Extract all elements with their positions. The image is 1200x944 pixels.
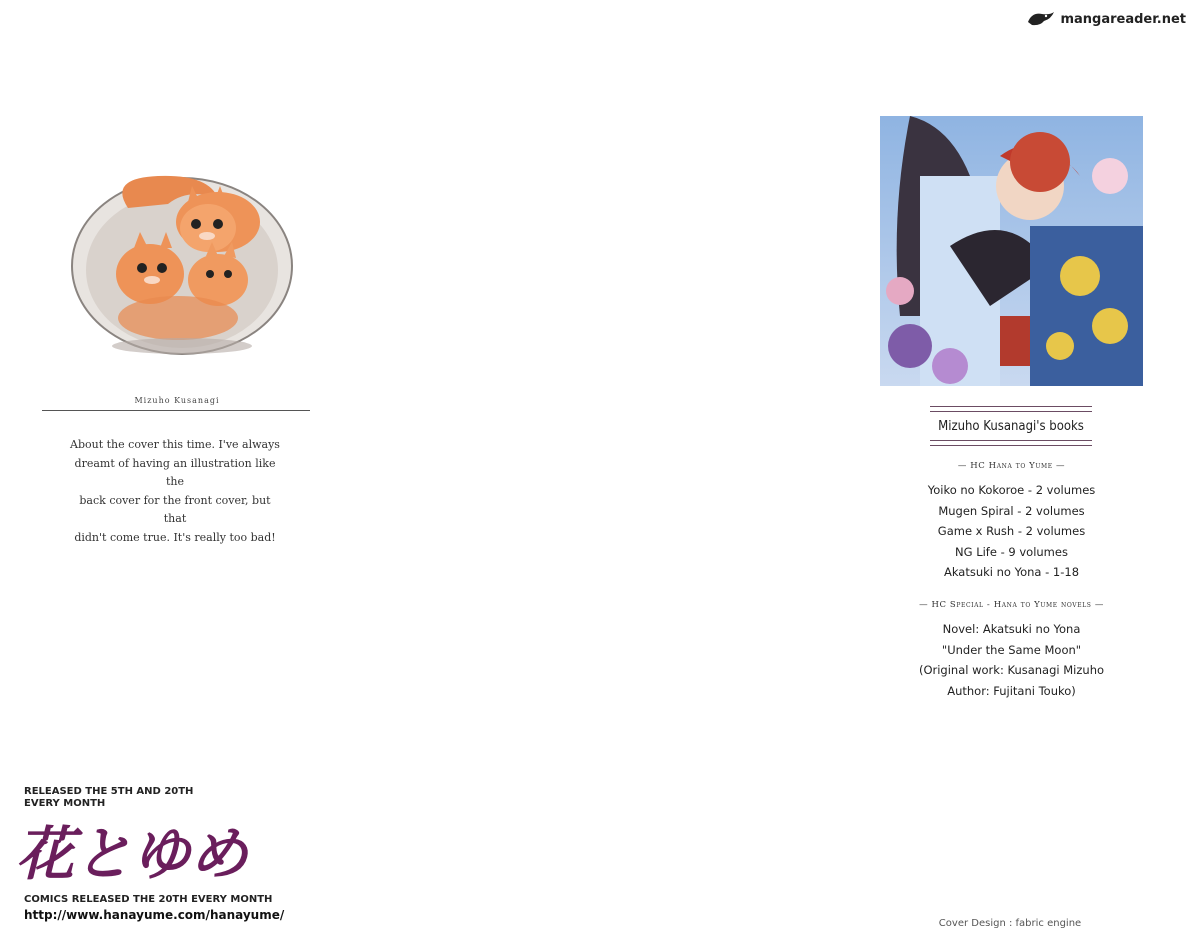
website-url[interactable]: http://www.hanayume.com/hanayume/	[24, 908, 285, 922]
divider	[42, 410, 310, 411]
list-item: Game x Rush - 2 volumes	[937, 524, 1086, 539]
list-item: Yoiko no Kokoroe - 2 volumes	[927, 483, 1096, 497]
comment-line: About the cover this time. I've always	[70, 438, 280, 451]
list-item: Mugen Spiral - 2 volumes	[938, 503, 1085, 518]
special-book-list	[880, 619, 1143, 701]
special-section-heading: — HC Special - Hana to Yume novels —	[919, 600, 1104, 610]
squirrel-bowl-illustration	[68, 168, 296, 360]
list-item: Author: Fujitani Touko)	[947, 683, 1076, 698]
magazine-logo-text: 花とゆめ	[16, 820, 249, 888]
hc-heading-text: HC Hana to Yume	[970, 461, 1053, 471]
author-comment	[70, 436, 280, 547]
bird-logo-icon	[1026, 10, 1056, 28]
release-schedule: RELEASED THE 5TH AND 20TH EVERY MONTH	[24, 786, 194, 809]
comment-line: dreamt of having an illustration like the	[74, 456, 276, 488]
list-item: Novel: Akatsuki no Yona	[942, 622, 1081, 636]
list-item: Akatsuki no Yona - 1-18	[943, 565, 1080, 580]
books-title: Mizuho Kusanagi's books	[938, 419, 1084, 434]
list-item: NG Life - 9 volumes	[955, 544, 1068, 559]
comics-release: COMICS RELEASED THE 20TH EVERY MONTH	[24, 894, 273, 905]
books-heading-box	[930, 406, 1092, 446]
comment-line: didn't come true. It's really too bad!	[74, 530, 276, 544]
special-heading-text: HC Special - Hana to Yume novels	[931, 600, 1092, 610]
hc-section-heading: — HC Hana to Yume —	[957, 461, 1066, 471]
list-item: (Original work: Kusanagi Mizuho	[918, 663, 1105, 678]
watermark-text: mangareader.net	[1060, 11, 1186, 27]
cover-design-credit: Cover Design : fabric engine	[938, 918, 1082, 929]
author-label: Mizuho Kusanagi	[134, 396, 220, 405]
comment-line: back cover for the front cover, but that	[79, 493, 271, 525]
hc-book-list	[880, 480, 1143, 583]
cover-artwork	[880, 116, 1143, 386]
hana-to-yume-logo	[12, 812, 249, 888]
divider	[930, 440, 1092, 446]
watermark	[1026, 10, 1186, 28]
list-item: "Under the Same Moon"	[941, 642, 1082, 657]
